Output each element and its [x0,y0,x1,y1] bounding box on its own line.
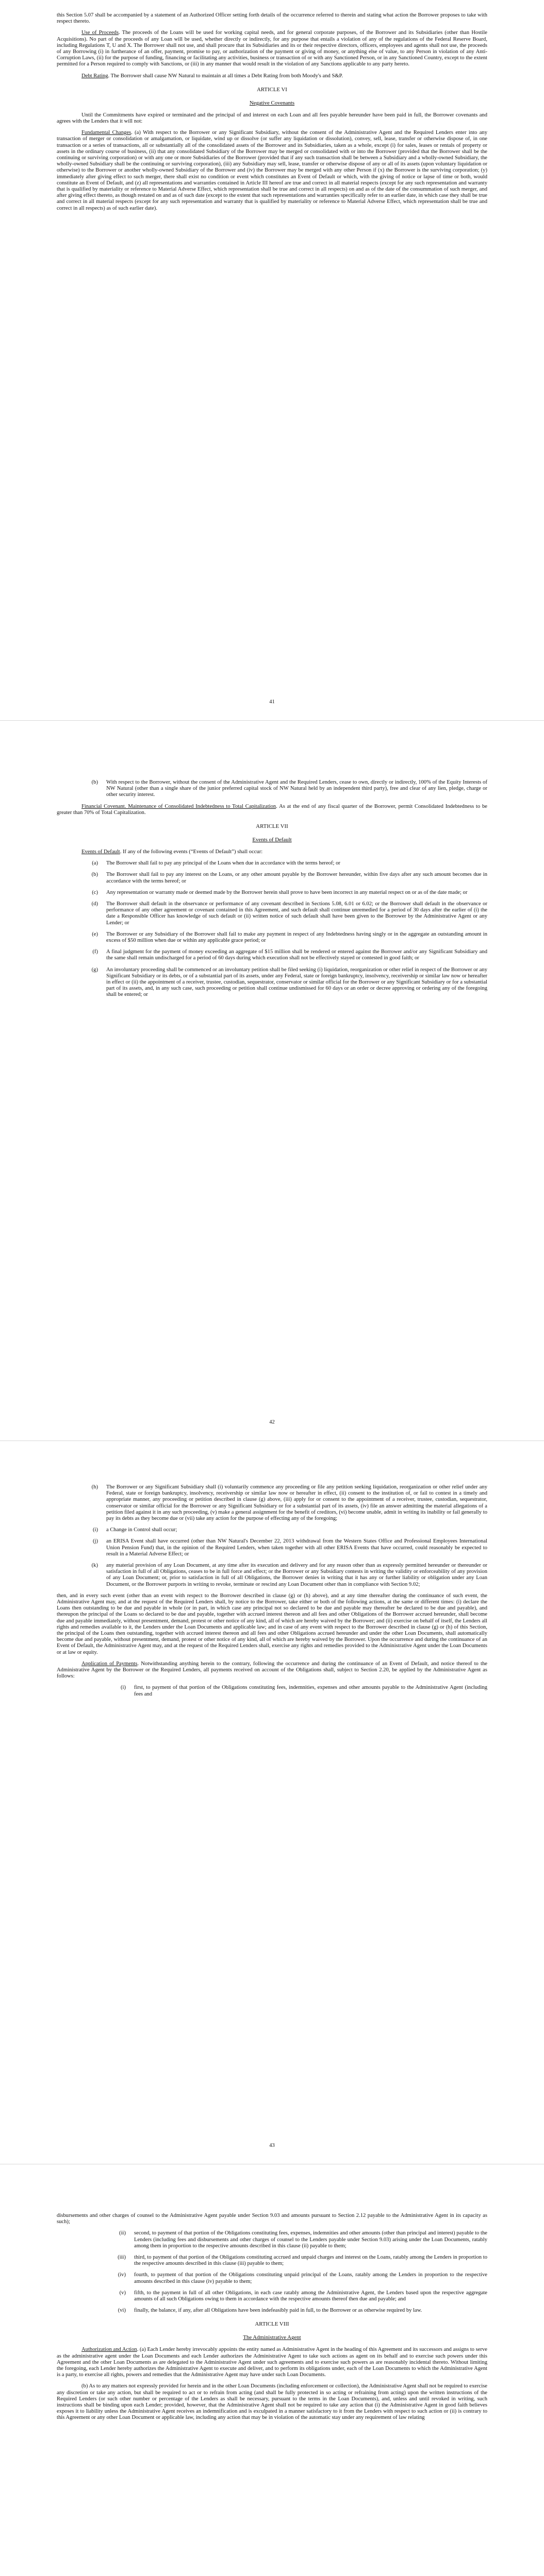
item-text: an ERISA Event shall have occurred (other than NW Natural's December 22, 2013 withdrawal from the Western States Office and Professional Employees International Union Pension Fund) that, in the opinion of the Required Lenders, when taken together with all other ERISA Events that have occurred, could reasonably be expected to result in a Material Adverse Effect; or [106,1538,487,1557]
item-label: (g) [91,967,98,973]
item-text: The Borrower or any Subsidiary of the Borrower shall fail to make any payment in respect of any Indebtedness having singly or in the aggregate an outstanding amount in excess of $50 million when due or within any applicable grace period; or [106,931,487,944]
item-label: (c) [92,889,98,895]
item-label: (a) [92,860,98,867]
item-label: (d) [91,901,98,907]
item-label: (ii) [119,2230,126,2236]
list-item [57,2272,487,2284]
section-body: . (a) Each Lender hereby irrevocably appoints the entity named as Administrative Agent in the heading of this Agreement and its successors and assigns to serve as the administrative agent under the Loan Documents and each Lender authorizes the Administrative Agent to take such actions as agent on its behalf and to exercise such powers under this Agreement and the other Loan Documents as are delegated to the Administrative Agent under such agreements and to exercise such powers as are reasonably incidental thereto. Without limiting the foregoing, each Lender hereby authorizes the Administrative Agent to execute and deliver, and to perform its obligations under, each of the Loan Documents to which the Administrative Agent is a party, to exercise all rights, powers and remedies that the Administrative Agent may have under such Loan Documents. [57,2347,487,2378]
list-item [57,1538,487,1557]
paragraph: then, and in every such event (other than an event with respect to the Borrower described in clause (g) or (h) above), and at any time thereafter during the continuance of such event, the Administrative Agent may, and at the request of the Required Lenders shall, by notice to the Borrower, take either or both of the following actions, at the same or different times: (i) declare the Loans then outstanding to be due and payable in whole (or in part, in which case any principal not so declared to be due and payable may thereafter be declared to be due and payable), and thereupon the principal of the Loans so declared to be due and payable, together with accrued interest thereon and all fees and other Obligations of the Borrower accrued hereunder, shall become due and payable immediately, without presentment, demand, protest or other notice of any kind, all of which are hereby waived by the Borrower; and (ii) exercise on behalf of itself, the Lenders all rights and remedies available to it, the Lenders under the Loan Documents and applicable law; and in case of any event with respect to the Borrower described in clause (g) or (h) of this Section, the principal of the Loans then outstanding, together with accrued interest thereon and all fees and other Obligations accrued hereunder and under the other Loan Documents, shall automatically become due and payable, without presentment, demand, protest or other notice of any kind, all of which are hereby waived by the Borrower. Upon the occurrence and during the continuance of an Event of Default, the Administrative Agent may, and at the request of the Required Lenders shall, exercise any rights and remedies provided to the Administrative Agent under the Loan Documents or at law or equity. [57,1592,487,1655]
item-text: The Borrower shall fail to pay any interest on the Loans, or any other amount payable by the Borrower hereunder, within five days after any such amount becomes due in accordance with the terms hereof; or [106,872,487,884]
list-item [57,967,487,998]
section-authorization-and-action [57,2347,487,2378]
document-page [0,720,544,1440]
section-body: . The Borrower shall cause NW Natural to maintain at all times a Debt Rating from both Moody's and S&P. [108,73,343,79]
section-body: . Notwithstanding anything herein to the contrary, following the occurrence and during the continuance of an Event of Default, and notice thereof to the Administrative Agent by the Borrower or the Required Lenders, all payments received on account of the Obligations shall, subject to Section 2.20, be applied by the Administrative Agent as follows: [57,1660,487,1680]
item-label: (b) [91,779,98,785]
page-number: 43 [269,2143,275,2148]
list-item [57,1563,487,1588]
item-text: An involuntary proceeding shall be commenced or an involuntary petition shall be filed seeking (i) liquidation, reorganization or other relief in respect of the Borrower or any Significant Subsidiary or its debts, or of a substantial part of its assets, under any Federal, state or foreign bankruptcy, insolvency, receivership or similar law now or hereafter in effect or (ii) the appointment of a receiver, trustee, custodian, sequestrator, conservator or similar official for the Borrower or any Significant Subsidiary or for a substantial part of its assets, and, in any such case, such proceeding or petition shall continue undismissed for 60 days or an order or decree approving or ordering any of the foregoing shall be entered; or [106,967,487,998]
list-item [57,2290,487,2302]
item-text: A final judgment for the payment of money exceeding an aggregate of $15 million shall be rendered or entered against the Borrower and/or any Significant Subsidiary and the same shall remain undischarged for a period of 60 days during which execution shall not be effectively stayed or contested in good faith; or [106,949,487,961]
item-label: (v) [119,2290,126,2296]
section-debt-rating [57,73,487,79]
article-number: ARTICLE VII [256,823,288,830]
item-label: (i) [121,1685,126,1691]
list-item [57,931,487,944]
section-heading: Events of Default [81,849,120,855]
list-item [57,2308,487,2314]
section-application-of-payments [57,1661,487,1680]
list-item [57,872,487,884]
section-heading: Financial Covenant. Maintenance of Consolidated Indebtedness to Total Capitalization [81,803,276,809]
item-text: The Borrower shall fail to pay any principal of the Loans when due in accordance with the terms hereof; or [106,860,340,867]
section-financial-covenant [57,804,487,816]
section-body: . If any of the following events (“Events of Default”) shall occur: [120,849,263,855]
article-number: ARTICLE VIII [255,2321,289,2328]
section-body: . (a) With respect to the Borrower or any Significant Subsidiary, without the consent of the Administrative Agent and the Required Lenders enter into any transaction of merger or consolidation or amalgamation, or liquidate, wind up or dissolve (or suffer any liquidation or dissolution), convey, sell, lease, transfer or otherwise dispose of, in one transaction or a series of transactions, all or substantially all of the consolidated assets of the Borrower and its Subsidiaries, taken as a whole, except (i) for sales, leases or rentals of property or assets in the ordinary course of business, (ii) that any consolidated Subsidiary of the Borrower may be merged or consolidated with or into the Borrower (provided that the Borrower shall be the continuing or surviving corporation) or with any one or more Subsidiaries of the Borrower (provided that if any such transaction shall be between a Subsidiary and a wholly-owned Subsidiary, the wholly-owned Subsidiary shall be the continuing or surviving corporation), (iii) any Subsidiary may sell, lease, transfer or otherwise dispose of any or all of its assets (upon voluntary liquidation or otherwise) to the Borrower or another wholly-owned Subsidiary of the Borrower and (iv) the Borrower may be merged with any other Person if (x) the Borrower is the surviving corporation; (y) immediately after giving effect to such merger, there shall exist no condition or event which constitutes an Event of Default or which, with the giving of notice or lapse of time or both, would constitute an Event of Default, and (z) all representations and warranties contained in Article III hereof are true and correct in all material respects (except for any such representation and warranty that is qualified by materiality or reference to Material Adverse Effect, which representation shall be true and correct in all respects) on and as of the date of the consummation of such merger, and after giving effect thereto, as though restated on and as of such date (except to the extent that such representations and warranties specifically refer to an earlier date, in which case they shall be true and correct in all material respects (except for any such representation and warranty that is qualified by materiality or reference to Material Adverse Effect, which representation shall be true and correct in all respects) as of such earlier date). [57,130,488,211]
item-label: (f) [92,949,98,955]
list-item [57,860,487,867]
item-label: (vi) [118,2308,126,2314]
article-title: The Administrative Agent [243,2334,301,2341]
item-text: Any representation or warranty made or deemed made by the Borrower herein shall prove to have been incorrect in any material respect on or as of the date made; or [106,889,468,895]
article-title: Events of Default [252,837,292,843]
article-title: Negative Covenants [249,99,295,106]
section-heading: Debt Rating [81,73,108,79]
item-text: fifth, to the payment in full of all other Obligations, in each case ratably among the Administrative Agent, the Lenders based upon the respective aggregate amounts of all such Obligations owing to them in accordance with the respective amounts thereof then due and payable; and [134,2290,487,2302]
document-page [0,0,544,720]
section-heading: Application of Payments [81,1660,138,1667]
paragraph: this Section 5.07 shall be accompanied by a statement of an Authorized Officer setting forth details of the occurrence referred to therein and stating what action the Borrower proposes to take with respect thereto. [57,12,487,25]
list-item [57,2230,487,2249]
item-text: finally, the balance, if any, after all Obligations have been indefeasibly paid in full, to the Borrower or as otherwise required by law. [134,2308,422,2314]
item-text: a Change in Control shall occur; [106,1527,177,1533]
item-label: (j) [93,1538,98,1545]
list-item [57,779,487,799]
page-number: 42 [269,1419,275,1425]
section-heading: Use of Proceeds [81,30,119,36]
article-number: ARTICLE VI [257,86,287,93]
item-text: second, to payment of that portion of the Obligations constituting fees, expenses, indemnities and other amounts (other than principal and interest) payable to the Lenders (including fees and disbursements and other charges of counsel to the Lenders payable under Section 9.03) arising under the Loan Documents, ratably among them in proportion to the respective amounts described in this clause (ii) payable to them; [134,2230,487,2249]
list-item [57,1484,487,1522]
section-heading: Fundamental Changes [81,130,131,136]
item-label: (b) [91,872,98,878]
item-text: fourth, to payment of that portion of the Obligations constituting unpaid principal of the Loans, ratably among the Lenders in proportion to the respective amounts described in this clause (iv) payable to them; [134,2272,487,2284]
paragraph: Until the Commitments have expired or terminated and the principal of and interest on each Loan and all fees payable hereunder have been paid in full, the Borrower covenants and agrees with the Lenders that it will not: [57,112,487,125]
item-text: first, to payment of that portion of the Obligations constituting fees, indemnities, expenses and other amounts payable to the Administrative Agent (including fees and [134,1685,487,1697]
paragraph: disbursements and other charges of counsel to the Administrative Agent payable under Section 9.03 and amounts pursuant to Section 2.12 payable to the Administrative Agent in its capacity as such); [57,2213,487,2225]
list-item [57,901,487,926]
list-item [57,949,487,961]
section-heading: Authorization and Action [81,2347,137,2353]
document-page [0,2164,544,2576]
list-item [57,890,487,896]
page-number: 41 [269,699,275,705]
item-text: The Borrower shall default in the observance or performance of any covenant described in Sections 5.08, 6.01 or 6.02; or the Borrower shall default in the observance or performance of any other agreement or covenant contained in this Agreement, and such default shall continue unremedied for a period of 30 days after the earlier of (i) the date a Responsible Officer has knowledge of such default or (ii) written notice of such default shall have been given to the Borrower by the Administrative Agent or any Lender; or [106,901,487,926]
paragraph: (b) As to any matters not expressly provided for herein and in the other Loan Documents (including enforcement or collection), the Administrative Agent shall not be required to exercise any discretion or take any action, but shall be required to act or to refrain from acting (and shall be fully protected in so acting or refraining from acting) upon the written instructions of the Required Lenders (or such other number or percentage of the Lenders as shall be necessary, pursuant to the terms in the Loan Documents), and, unless and until revoked in writing, such instructions shall be binding upon each Lender; provided, however, that the Administrative Agent shall not be required to take any action that (i) the Administrative Agent in good faith believes exposes it to liability unless the Administrative Agent receives an indemnification and is exculpated in a manner satisfactory to it from the Lenders with respect to such action or (ii) is contrary to this Agreement or any other Loan Document or applicable law, including any action that may be in violation of the automatic stay under any requirement of law relating [57,2383,487,2421]
section-events-of-default [57,849,487,855]
item-label: (iv) [118,2272,126,2278]
item-text: The Borrower or any Significant Subsidiary shall (i) voluntarily commence any proceeding or file any petition seeking liquidation, reorganization or other relief under any Federal, state or foreign bankruptcy, insolvency, receivership or similar law now or hereafter in effect, (ii) consent to the institution of, or fail to contest in a timely and appropriate manner, any proceeding or petition described in clause (g) above, (iii) apply for or consent to the appointment of a receiver, trustee, custodian, sequestrator, conservator or similar official for the Borrower or any Significant Subsidiary or for a substantial part of its assets, (iv) file an answer admitting the material allegations of a petition filed against it in any such proceeding, (v) make a general assignment for the benefit of creditors, (vi) become unable, admit in writing its inability or fail generally to pay its debts as they become due or (vii) take any action for the purpose of effecting any of the foregoing; [106,1484,487,1522]
item-label: (iii) [118,2255,126,2261]
item-text: With respect to the Borrower, without the consent of the Administrative Agent and the Required Lenders, cease to own, directly or indirectly, 100% of the Equity Interests of NW Natural (other than a single share of the junior preferred capital stock of NW Natural held by an independent third party), free and clear of any lien, pledge, charge or other security interest. [106,779,487,798]
section-fundamental-changes [57,130,487,212]
section-body: . As at the end of any fiscal quarter of the Borrower, permit Consolidated Indebtedness to be greater than 70% of Total Capitalization. [57,803,487,816]
list-item [57,2255,487,2267]
list-item [57,1527,487,1533]
section-body: . The proceeds of the Loans will be used for working capital needs, and for general corporate purposes, of the Borrower and its Subsidiaries (other than Hostile Acquisitions). No part of the proceeds of any Loan will be used, whether directly or indirectly, for any purpose that entails a violation of any of the regulations of the Federal Reserve Board, including Regulations T, U and X. The Borrower shall not use, and shall procure that its Subsidiaries and its or their respective directors, officers, employees and agents shall not use, the proceeds of any Borrowing (i) in furtherance of an offer, payment, promise to pay, or authorization of the payment or giving of money, or anything else of value, to any Person in violation of any Anti-Corruption Laws, (ii) for the purpose of funding, financing or facilitating any activities, business or transaction of or with any Sanctioned Person, or in any Sanctioned Country, except to the extent permitted for a Person required to comply with Sanctions, or (iii) in any manner that would result in the violation of any Sanctions applicable to any party hereto. [57,30,487,67]
item-label: (i) [93,1527,98,1533]
item-text: third, to payment of that portion of the Obligations constituting accrued and unpaid charges and interest on the Loans, ratably among the Lenders in proportion to the respective amounts described in this clause (iii) payable to them; [134,2255,487,2267]
section-use-of-proceeds [57,30,487,67]
item-label: (k) [91,1563,98,1569]
document-page [0,1440,544,2164]
item-text: any material provision of any Loan Document, at any time after its execution and delivery and for any reason other than as expressly permitted hereunder or thereunder or satisfaction in full of all Obligations, ceases to be in full force and effect; or the Borrower or any Subsidiary contests in writing the validity or enforceability of any provision of any Loan Document; or, prior to satisfaction in full of all Obligations, the Borrower denies in writing that it has any or further liability or obligation under any Loan Document, or the Borrower purports in writing to revoke, terminate or rescind any Loan Document other than in compliance with Section 9.02; [106,1563,487,1587]
list-item [57,1685,487,1697]
item-label: (e) [92,931,98,937]
item-label: (h) [91,1484,98,1490]
